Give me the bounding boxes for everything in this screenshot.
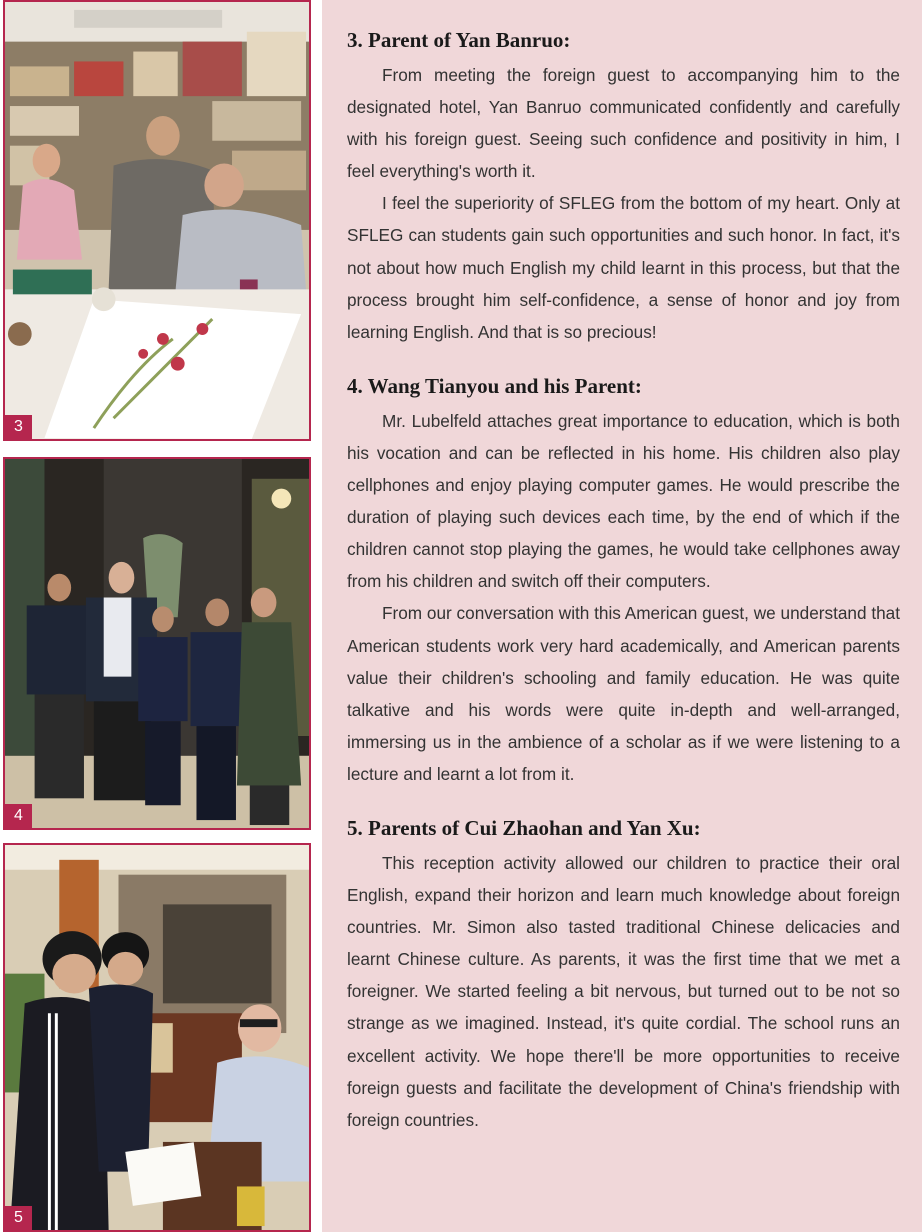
section-cui-zhaohan-yan-xu [347,816,900,1136]
section-yan-banruo [347,28,900,348]
photo-3 [3,0,311,441]
paragraph: From our conversation with this American guest, we understand that American students work very hard academically, and American parents value their children's schooling and family education. He was quite talkative and his words were quite in-depth and well-arranged, immersing us in the ambience of a scholar as if we were listening to a lecture and learnt a lot from it. [347,603,900,784]
paragraph: I feel the superiority of SFLEG from the bottom of my heart. Only at SFLEG can students gain such opportunities and such honor. In fact, it's not about how much English my child learnt in this process, but that the process brought him self-confidence, a sense of honor and joy from learning English. And that is so precious! [347,193,900,342]
photo-number-badge: 4 [5,804,32,828]
photo-5 [3,843,311,1232]
photo-5-image [5,845,309,1230]
section-heading: 4. Wang Tianyou and his Parent: [347,373,642,398]
photo-4-image [5,459,309,828]
photo-number-badge: 3 [5,415,32,439]
paragraph: Mr. Lubelfeld attaches great importance to education, which is both his vocation and can be reflected in his home. His children also play cellphones and enjoy playing computer games. He would prescribe the duration of playing such devices each time, by the end of which if the children cannot stop playing the games, he would take cellphones away from his children and switch off their computers. [347,410,900,592]
article-text [347,28,900,1162]
photo-4 [3,457,311,830]
section-heading: 3. Parent of Yan Banruo: [347,28,571,52]
section-heading: 5. Parents of Cui Zhaohan and Yan Xu: [347,815,701,840]
paragraph: This reception activity allowed our children to practice their oral English, expand their horizon and learn much knowledge about foreign countries. Mr. Simon also tasted traditional Chinese delicacies and learnt Chinese culture. As parents, it was the first time that we met a foreigner. We started feeling a bit nervous, but turned out to be not so strange as we imagined. Instead, it's quite cordial. The school runs an excellent activity. We hope there'll be more opportunities to receive foreign guests and facilitate the development of China's friendship with foreign countries. [347,852,900,1130]
photo-number-badge: 5 [5,1206,32,1230]
photo-column [0,0,322,1232]
photo-3-image [5,2,309,439]
section-wang-tianyou [347,374,900,790]
paragraph: From meeting the foreign guest to accompanying him to the designated hotel, Yan Banruo communicated confidently and carefully with his foreign guest. Seeing such confidence and positivity in him, I feel everything's worth it. [347,65,900,182]
